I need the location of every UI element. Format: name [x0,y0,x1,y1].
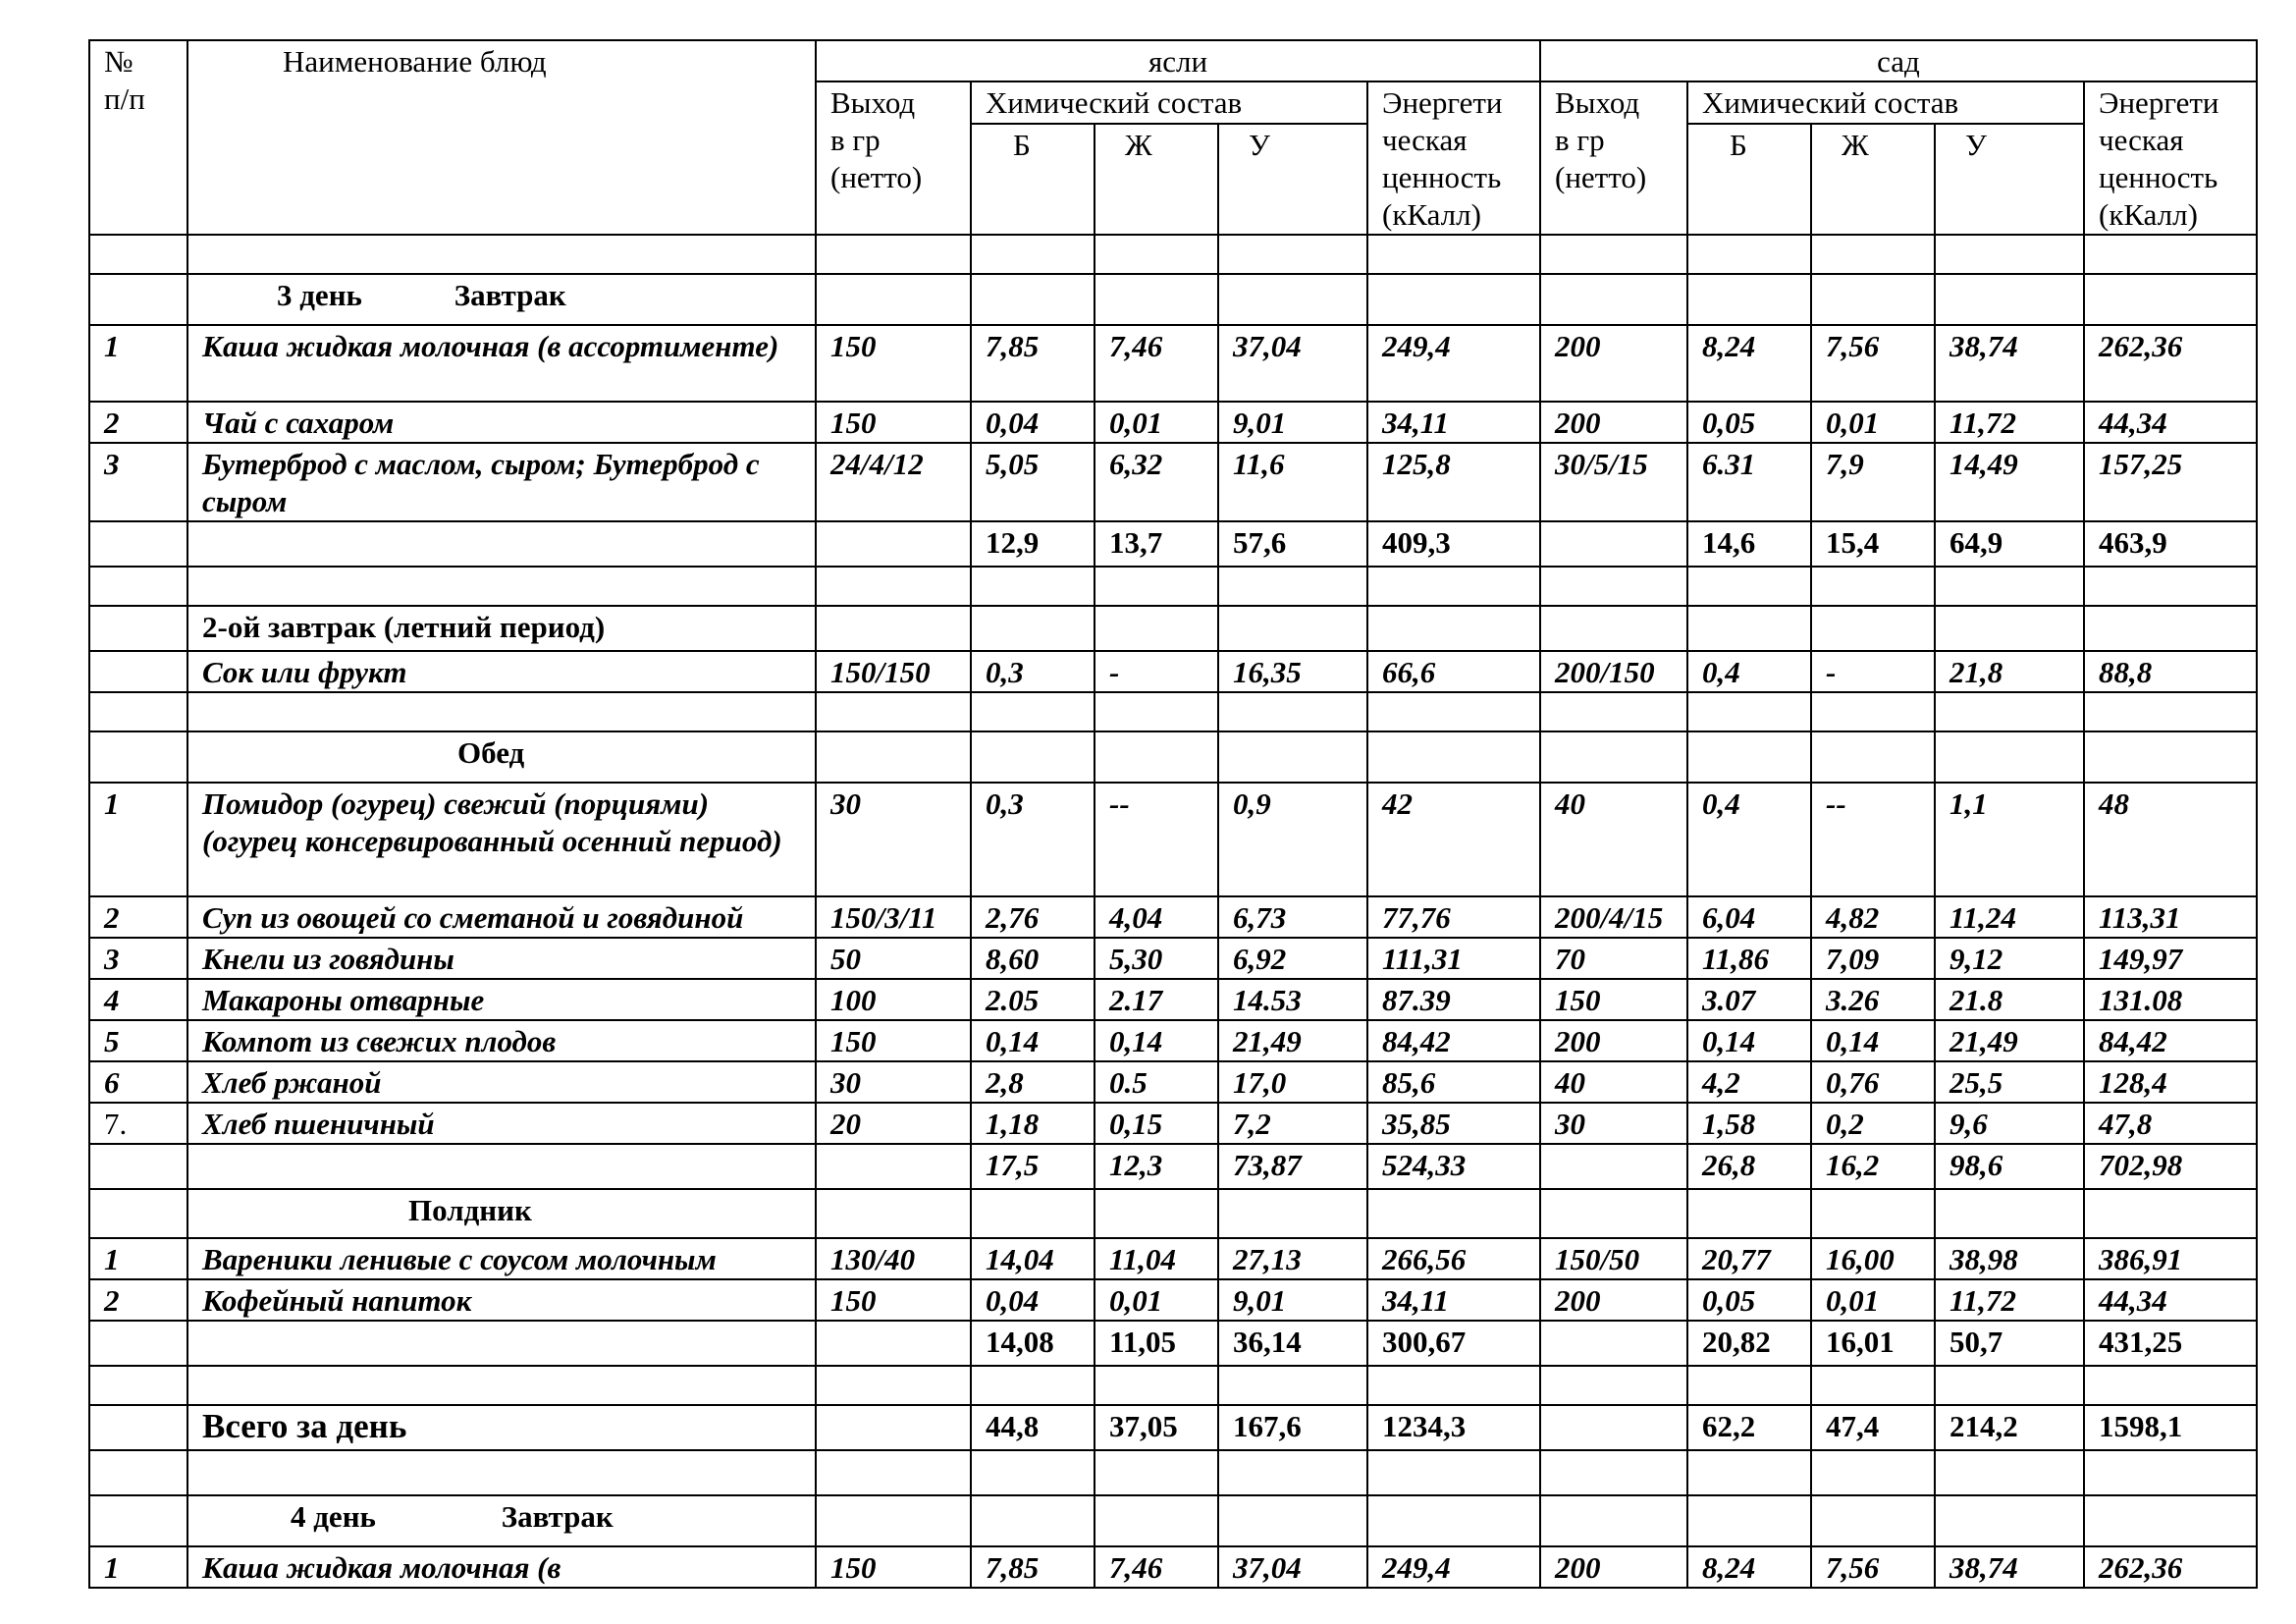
nursery-protein: 2,8 [971,1061,1095,1103]
total-value: 12,3 [1095,1144,1218,1189]
header-energy-line4: (кКалл) [1382,197,1481,232]
garden-output: 200 [1540,1020,1687,1061]
garden-protein: 8,24 [1687,325,1811,402]
garden-fat: 0,01 [1811,402,1935,443]
nursery-output: 150/150 [816,651,971,692]
header-energy-line4: (кКалл) [2099,197,2198,232]
nursery-fat: 4,04 [1095,896,1218,938]
header-garden-chem: Химический состав [1687,81,2084,124]
nursery-energy: 249,4 [1367,1546,1540,1588]
nursery-carbs: 9,01 [1218,1279,1367,1321]
garden-fat: 7,09 [1811,938,1935,979]
garden-output: 200 [1540,1279,1687,1321]
dish-row [89,1546,2257,1588]
day3-second-breakfast-label: 2-ой завтрак (летний период) [187,606,816,651]
total-value: 431,25 [2084,1321,2257,1366]
nursery-fat: 0,15 [1095,1103,1218,1144]
row-number: 4 [89,979,187,1020]
garden-protein: 6,04 [1687,896,1811,938]
day4-heading [187,1495,816,1546]
garden-protein: 0,05 [1687,402,1811,443]
dish-row [89,1238,2257,1279]
garden-carbs: 21.8 [1935,979,2084,1020]
total-value: 62,2 [1687,1405,1811,1450]
nursery-fat: 0.5 [1095,1061,1218,1103]
nursery-energy: 66,6 [1367,651,1540,692]
total-value: 12,9 [971,521,1095,567]
garden-energy: 84,42 [2084,1020,2257,1061]
total-value: 11,05 [1095,1321,1218,1366]
nursery-fat: 5,30 [1095,938,1218,979]
total-value: 73,87 [1218,1144,1367,1189]
day3-lunch-label: Обед [457,735,525,770]
total-value: 50,7 [1935,1321,2084,1366]
nursery-energy: 34,11 [1367,1279,1540,1321]
garden-protein: 0,05 [1687,1279,1811,1321]
empty-row [89,1366,2257,1405]
header-garden-zh: Ж [1811,124,1935,235]
header-row-1 [89,40,2257,81]
dish-name: Каша жидкая молочная (в ассортименте) [187,325,816,402]
nursery-output: 150 [816,325,971,402]
nursery-protein: 0,04 [971,1279,1095,1321]
garden-carbs: 9,6 [1935,1103,2084,1144]
total-value: 463,9 [2084,521,2257,567]
nursery-output: 130/40 [816,1238,971,1279]
garden-output: 200 [1540,1546,1687,1588]
garden-fat: 0,2 [1811,1103,1935,1144]
day3-lunch-rows [89,783,2257,1144]
nursery-carbs: 21,49 [1218,1020,1367,1061]
nursery-energy: 111,31 [1367,938,1540,979]
nursery-carbs: 14.53 [1218,979,1367,1020]
garden-protein: 1,58 [1687,1103,1811,1144]
nursery-fat: 7,46 [1095,325,1218,402]
garden-output: 70 [1540,938,1687,979]
total-value: 13,7 [1095,521,1218,567]
nursery-fat: 0,01 [1095,402,1218,443]
nursery-protein: 5,05 [971,443,1095,521]
nursery-carbs: 37,04 [1218,325,1367,402]
nursery-protein: 2,76 [971,896,1095,938]
garden-output: 40 [1540,1061,1687,1103]
day3-lunch-heading-row [89,731,2257,783]
header-num [89,40,187,235]
total-value: 14,6 [1687,521,1811,567]
day4-breakfast-rows [89,1546,2257,1588]
total-value: 409,3 [1367,521,1540,567]
garden-carbs: 21,8 [1935,651,2084,692]
nursery-protein: 0,14 [971,1020,1095,1061]
header-output-line1: Выход [1555,85,1640,120]
garden-carbs: 11,24 [1935,896,2084,938]
day3-lunch-heading [187,731,816,783]
garden-output: 200 [1540,402,1687,443]
nursery-energy: 87.39 [1367,979,1540,1020]
dish-name: Макароны отварные [187,979,816,1020]
day3-breakfast-total-row [89,521,2257,567]
total-value: 15,4 [1811,521,1935,567]
nursery-fat: 11,04 [1095,1238,1218,1279]
nursery-energy: 85,6 [1367,1061,1540,1103]
garden-protein: 8,24 [1687,1546,1811,1588]
nursery-fat: 2.17 [1095,979,1218,1020]
nursery-energy: 35,85 [1367,1103,1540,1144]
garden-protein: 0,4 [1687,651,1811,692]
header-energy-line3: ценность [2099,160,2218,194]
day3-snack-heading-row [89,1189,2257,1238]
dish-name: Помидор (огурец) свежий (порциями)(огурец консервированный осенний период) [187,783,816,896]
garden-fat: 0,14 [1811,1020,1935,1061]
total-value: 17,5 [971,1144,1095,1189]
garden-carbs: 21,49 [1935,1020,2084,1061]
dish-name: Вареники ленивые с соусом молочным [187,1238,816,1279]
header-nursery-zh: Ж [1095,124,1218,235]
garden-protein: 11,86 [1687,938,1811,979]
total-value: 20,82 [1687,1321,1811,1366]
total-value: 16,2 [1811,1144,1935,1189]
nursery-output: 150 [816,402,971,443]
nursery-carbs: 6,92 [1218,938,1367,979]
garden-energy: 44,34 [2084,1279,2257,1321]
garden-protein: 6.31 [1687,443,1811,521]
garden-fat: -- [1811,783,1935,896]
dish-row [89,443,2257,521]
nursery-protein: 7,85 [971,325,1095,402]
garden-protein: 20,77 [1687,1238,1811,1279]
garden-output: 200/150 [1540,651,1687,692]
header-nursery-output [816,81,971,235]
dish-row [89,896,2257,938]
nursery-output: 150/3/11 [816,896,971,938]
dish-row [89,651,2257,692]
nursery-output: 150 [816,1546,971,1588]
day3-second-breakfast-rows [89,651,2257,692]
garden-energy: 48 [2084,783,2257,896]
garden-fat: 4,82 [1811,896,1935,938]
nursery-carbs: 16,35 [1218,651,1367,692]
empty-row [89,567,2257,606]
nursery-protein: 0,3 [971,783,1095,896]
total-value: 1234,3 [1367,1405,1540,1450]
nursery-fat: 0,01 [1095,1279,1218,1321]
dish-row [89,325,2257,402]
garden-energy: 386,91 [2084,1238,2257,1279]
garden-carbs: 38,74 [1935,1546,2084,1588]
garden-fat: 0,01 [1811,1279,1935,1321]
nursery-fat: 6,32 [1095,443,1218,521]
dish-name: Каша жидкая молочная (в [187,1546,816,1588]
garden-output: 30 [1540,1103,1687,1144]
nursery-carbs: 27,13 [1218,1238,1367,1279]
row-number: 2 [89,402,187,443]
day3-breakfast-rows [89,325,2257,521]
day4-breakfast-heading-row [89,1495,2257,1546]
nursery-protein: 14,04 [971,1238,1095,1279]
dish-name: Кнели из говядины [187,938,816,979]
nursery-energy: 125,8 [1367,443,1540,521]
garden-carbs: 1,1 [1935,783,2084,896]
garden-output: 40 [1540,783,1687,896]
day4-breakfast-label: Завтрак [501,1499,614,1534]
garden-energy: 157,25 [2084,443,2257,521]
dish-row [89,979,2257,1020]
nursery-protein: 0,04 [971,402,1095,443]
header-output-line2: в гр [1555,123,1605,157]
header-output-line2: в гр [830,123,881,157]
nursery-protein: 8,60 [971,938,1095,979]
nursery-output: 100 [816,979,971,1020]
nursery-energy: 249,4 [1367,325,1540,402]
row-number: 2 [89,896,187,938]
nursery-energy: 266,56 [1367,1238,1540,1279]
garden-fat: 3.26 [1811,979,1935,1020]
day3-label: 3 день [277,278,362,312]
dish-row [89,402,2257,443]
row-number: 3 [89,443,187,521]
empty-row [89,1450,2257,1495]
empty-row [89,692,2257,731]
garden-carbs: 9,12 [1935,938,2084,979]
dish-name: Хлеб пшеничный [187,1103,816,1144]
header-nursery-u: У [1218,124,1367,235]
total-value: 214,2 [1935,1405,2084,1450]
garden-output: 200 [1540,325,1687,402]
garden-carbs: 14,49 [1935,443,2084,521]
garden-output: 30/5/15 [1540,443,1687,521]
nursery-carbs: 9,01 [1218,402,1367,443]
dish-name: Кофейный напиток [187,1279,816,1321]
header-nursery-energy [1367,81,1540,235]
header-energy-line1: Энергети [2099,85,2219,120]
header-garden: сад [1540,40,2257,81]
row-number: 2 [89,1279,187,1321]
garden-carbs: 25,5 [1935,1061,2084,1103]
garden-carbs: 38,74 [1935,325,2084,402]
dish-name: Суп из овощей со сметаной и говядиной [187,896,816,938]
header-num-line1: № [104,44,133,79]
header-name: Наименование блюд [187,40,816,235]
nursery-energy: 77,76 [1367,896,1540,938]
row-number: 1 [89,1546,187,1588]
row-number: 1 [89,783,187,896]
garden-energy: 47,8 [2084,1103,2257,1144]
day3-total-row [89,1405,2257,1450]
nursery-output: 150 [816,1279,971,1321]
dish-row [89,1103,2257,1144]
header-nursery: ясли [816,40,1540,81]
header-energy-line3: ценность [1382,160,1502,194]
day3-second-breakfast-heading-row [89,606,2257,651]
dish-row [89,1279,2257,1321]
header-nursery-chem: Химический состав [971,81,1367,124]
garden-protein: 0,14 [1687,1020,1811,1061]
dish-name: Хлеб ржаной [187,1061,816,1103]
nursery-fat: - [1095,651,1218,692]
nursery-output: 30 [816,1061,971,1103]
garden-output: 200/4/15 [1540,896,1687,938]
nursery-carbs: 0,9 [1218,783,1367,896]
header-garden-energy [2084,81,2257,235]
garden-fat: - [1811,651,1935,692]
total-value: 98,6 [1935,1144,2084,1189]
total-value: 300,67 [1367,1321,1540,1366]
dish-row [89,1020,2257,1061]
header-energy-line2: ческая [2099,123,2184,157]
row-number: 1 [89,1238,187,1279]
dish-name: Чай с сахаром [187,402,816,443]
nursery-output: 30 [816,783,971,896]
day4-label: 4 день [291,1499,376,1534]
garden-energy: 44,34 [2084,402,2257,443]
nursery-carbs: 17,0 [1218,1061,1367,1103]
total-value: 44,8 [971,1405,1095,1450]
dish-row [89,1061,2257,1103]
nursery-carbs: 6,73 [1218,896,1367,938]
total-value: 702,98 [2084,1144,2257,1189]
day3-breakfast-heading-row [89,274,2257,325]
header-garden-output [1540,81,1687,235]
row-number: 3 [89,938,187,979]
nursery-protein: 2.05 [971,979,1095,1020]
menu-table [88,39,2258,1589]
header-nursery-b: Б [971,124,1095,235]
nursery-carbs: 11,6 [1218,443,1367,521]
dish-row [89,783,2257,896]
nursery-fat: -- [1095,783,1218,896]
day3-snack-rows [89,1238,2257,1321]
nursery-energy: 84,42 [1367,1020,1540,1061]
garden-output: 150/50 [1540,1238,1687,1279]
total-value: 36,14 [1218,1321,1367,1366]
row-number: 6 [89,1061,187,1103]
nursery-energy: 34,11 [1367,402,1540,443]
total-value: 524,33 [1367,1144,1540,1189]
nursery-output: 20 [816,1103,971,1144]
nursery-protein: 0,3 [971,651,1095,692]
dish-name: Бутерброд с маслом, сыром; Бутерброд с сыром [187,443,816,521]
garden-fat: 7,56 [1811,1546,1935,1588]
garden-fat: 7,9 [1811,443,1935,521]
header-output-line3: (нетто) [830,160,923,194]
garden-energy: 128,4 [2084,1061,2257,1103]
day3-total-label: Всего за день [187,1405,816,1450]
garden-energy: 113,31 [2084,896,2257,938]
garden-carbs: 11,72 [1935,1279,2084,1321]
total-value: 37,05 [1095,1405,1218,1450]
nursery-output: 50 [816,938,971,979]
header-garden-b: Б [1687,124,1811,235]
day3-snack-total-row [89,1321,2257,1366]
garden-protein: 3.07 [1687,979,1811,1020]
garden-carbs: 38,98 [1935,1238,2084,1279]
garden-carbs: 11,72 [1935,402,2084,443]
row-number [89,651,187,692]
dish-name: Сок или фрукт [187,651,816,692]
total-value: 14,08 [971,1321,1095,1366]
nursery-fat: 7,46 [1095,1546,1218,1588]
total-value: 1598,1 [2084,1405,2257,1450]
garden-output: 150 [1540,979,1687,1020]
day3-heading [187,274,816,325]
header-num-line2: п/п [104,81,145,116]
garden-energy: 88,8 [2084,651,2257,692]
nursery-fat: 0,14 [1095,1020,1218,1061]
nursery-output: 150 [816,1020,971,1061]
header-garden-u: У [1935,124,2084,235]
day3-snack-label: Полдник [408,1193,532,1227]
day3-breakfast-label: Завтрак [454,278,566,312]
garden-fat: 16,00 [1811,1238,1935,1279]
dish-row [89,938,2257,979]
row-number: 1 [89,325,187,402]
day3-snack-heading [187,1189,816,1238]
nursery-protein: 1,18 [971,1103,1095,1144]
total-value: 26,8 [1687,1144,1811,1189]
garden-energy: 131.08 [2084,979,2257,1020]
nursery-protein: 7,85 [971,1546,1095,1588]
empty-row [89,235,2257,274]
header-output-line3: (нетто) [1555,160,1647,194]
dish-name: Компот из свежих плодов [187,1020,816,1061]
total-value: 64,9 [1935,521,2084,567]
garden-protein: 0,4 [1687,783,1811,896]
header-output-line1: Выход [830,85,916,120]
nursery-output: 24/4/12 [816,443,971,521]
total-value: 167,6 [1218,1405,1367,1450]
garden-energy: 262,36 [2084,1546,2257,1588]
total-value: 16,01 [1811,1321,1935,1366]
header-energy-line2: ческая [1382,123,1468,157]
nursery-carbs: 7,2 [1218,1103,1367,1144]
garden-protein: 4,2 [1687,1061,1811,1103]
header-energy-line1: Энергети [1382,85,1503,120]
garden-fat: 0,76 [1811,1061,1935,1103]
garden-fat: 7,56 [1811,325,1935,402]
garden-energy: 149,97 [2084,938,2257,979]
day3-lunch-total-row [89,1144,2257,1189]
row-number: 5 [89,1020,187,1061]
total-value: 57,6 [1218,521,1367,567]
row-number: 7. [89,1103,187,1144]
nursery-energy: 42 [1367,783,1540,896]
garden-energy: 262,36 [2084,325,2257,402]
nursery-carbs: 37,04 [1218,1546,1367,1588]
total-value: 47,4 [1811,1405,1935,1450]
